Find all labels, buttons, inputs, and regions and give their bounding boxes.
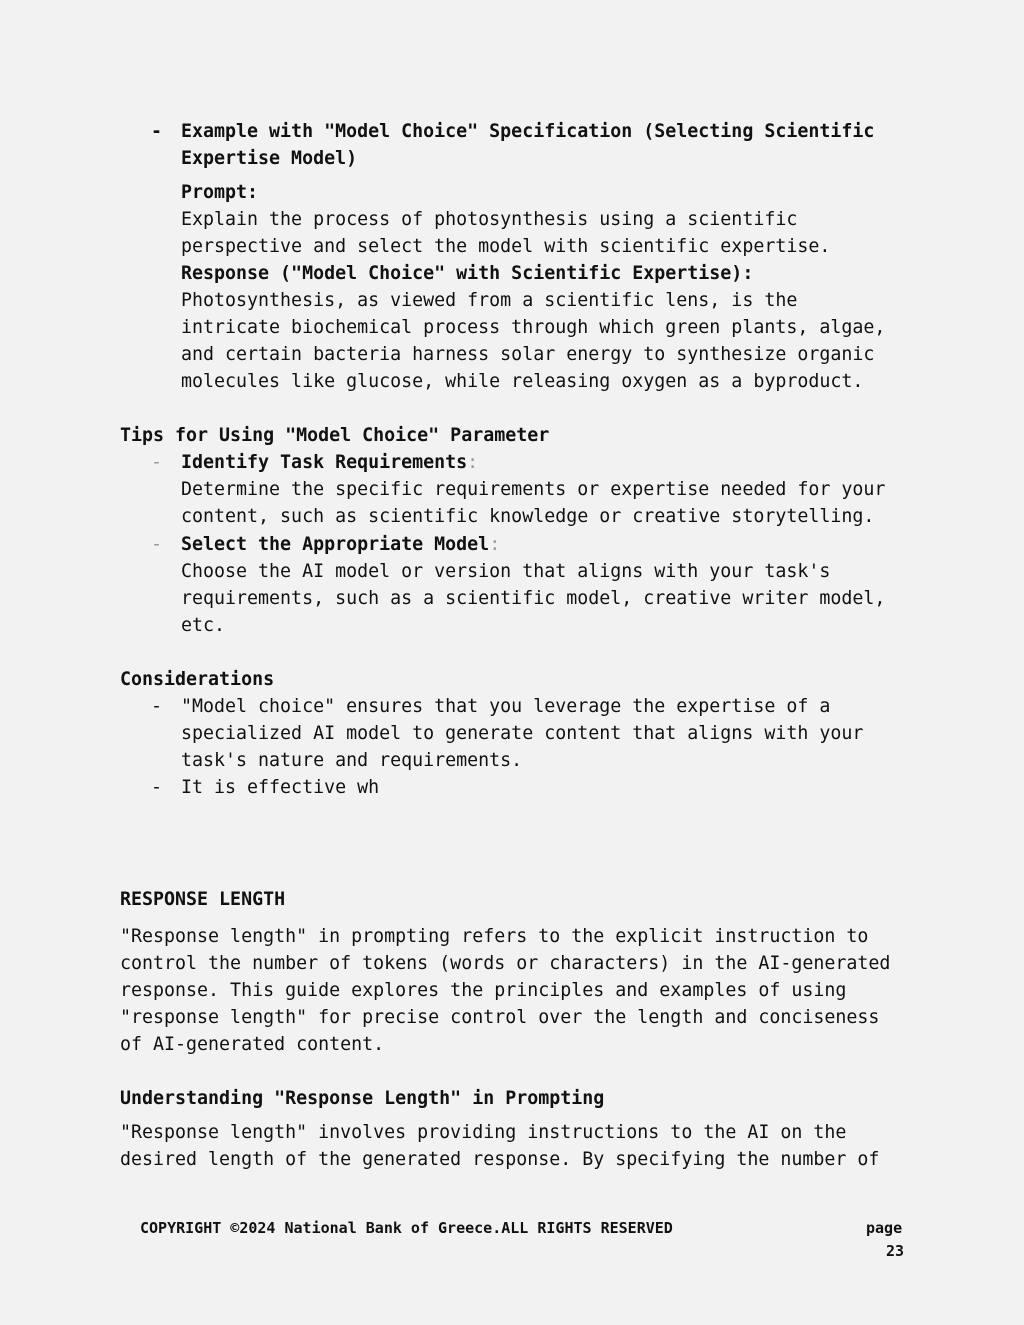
paragraph-line: "Response length" in prompting refers to the explicit instruction to — [120, 926, 869, 947]
response-line-1: Photosynthesis, as viewed from a scientific lens, is the — [181, 290, 798, 311]
tip-title: Select the Appropriate Model — [181, 534, 490, 555]
considerations-heading: Considerations — [120, 669, 275, 690]
bullet-marker: - — [151, 121, 163, 142]
tip-line: content, such as scientific knowledge or creative storytelling. — [181, 506, 875, 527]
paragraph-line: of AI-generated content. — [120, 1034, 385, 1055]
response-line-4: molecules like glucose, while releasing oxygen as a byproduct. — [181, 371, 864, 392]
tip-colon: : — [489, 534, 501, 555]
paragraph-line: response. This guide explores the principles and examples of using — [120, 980, 847, 1001]
footer-copyright: COPYRIGHT ©2024 National Bank of Greece.ALL RIGHTS RESERVED — [140, 1219, 673, 1237]
tip-line: Determine the specific requirements or expertise needed for your — [181, 479, 886, 500]
tip-line: Choose the AI model or version that aligns with your task's — [181, 561, 831, 582]
section-heading: RESPONSE LENGTH — [120, 889, 286, 910]
consideration-line: specialized AI model to generate content that aligns with your — [181, 723, 864, 744]
tip-title-line — [181, 449, 478, 476]
subheading: Understanding "Response Length" in Prompting — [120, 1088, 605, 1109]
prompt-line-1: Explain the process of photosynthesis using a scientific — [181, 209, 798, 230]
paragraph-line: "response length" for precise control over the length and conciseness — [120, 1007, 880, 1028]
tips-heading: Tips for Using "Model Choice" Parameter — [120, 425, 550, 446]
prompt-line-2: perspective and select the model with scientific expertise. — [181, 236, 831, 257]
example-heading-line-1: Example with "Model Choice" Specification (Selecting Scientific — [181, 121, 875, 142]
paragraph-line: desired length of the generated response. By specifying the number of — [120, 1149, 880, 1170]
response-line-2: intricate biochemical process through which green plants, algae, — [181, 317, 886, 338]
bullet-marker: - — [151, 452, 163, 473]
footer-page-number: 23 — [886, 1242, 905, 1260]
tip-colon: : — [467, 452, 479, 473]
example-heading-line-2: Expertise Model) — [181, 148, 358, 169]
paragraph-line: "Response length" involves providing instructions to the AI on the — [120, 1122, 847, 1143]
tip-title-line — [181, 531, 500, 558]
tip-title: Identify Task Requirements — [181, 452, 468, 473]
tip-line: requirements, such as a scientific model, creative writer model, — [181, 588, 886, 609]
bullet-marker: - — [151, 534, 163, 555]
bullet-marker: - — [151, 696, 163, 717]
consideration-line: It is effective wh — [181, 777, 380, 798]
consideration-line: "Model choice" ensures that you leverage the expertise of a — [181, 696, 831, 717]
consideration-line: task's nature and requirements. — [181, 750, 523, 771]
response-label: Response ("Model Choice" with Scientific Expertise): — [181, 263, 754, 284]
tip-line: etc. — [181, 615, 226, 636]
bullet-marker: - — [151, 777, 163, 798]
paragraph-line: control the number of tokens (words or characters) in the AI-generated — [120, 953, 891, 974]
prompt-label: Prompt: — [181, 182, 259, 203]
response-line-3: and certain bacteria harness solar energy to synthesize organic — [181, 344, 875, 365]
footer-page-label: page — [866, 1219, 903, 1237]
